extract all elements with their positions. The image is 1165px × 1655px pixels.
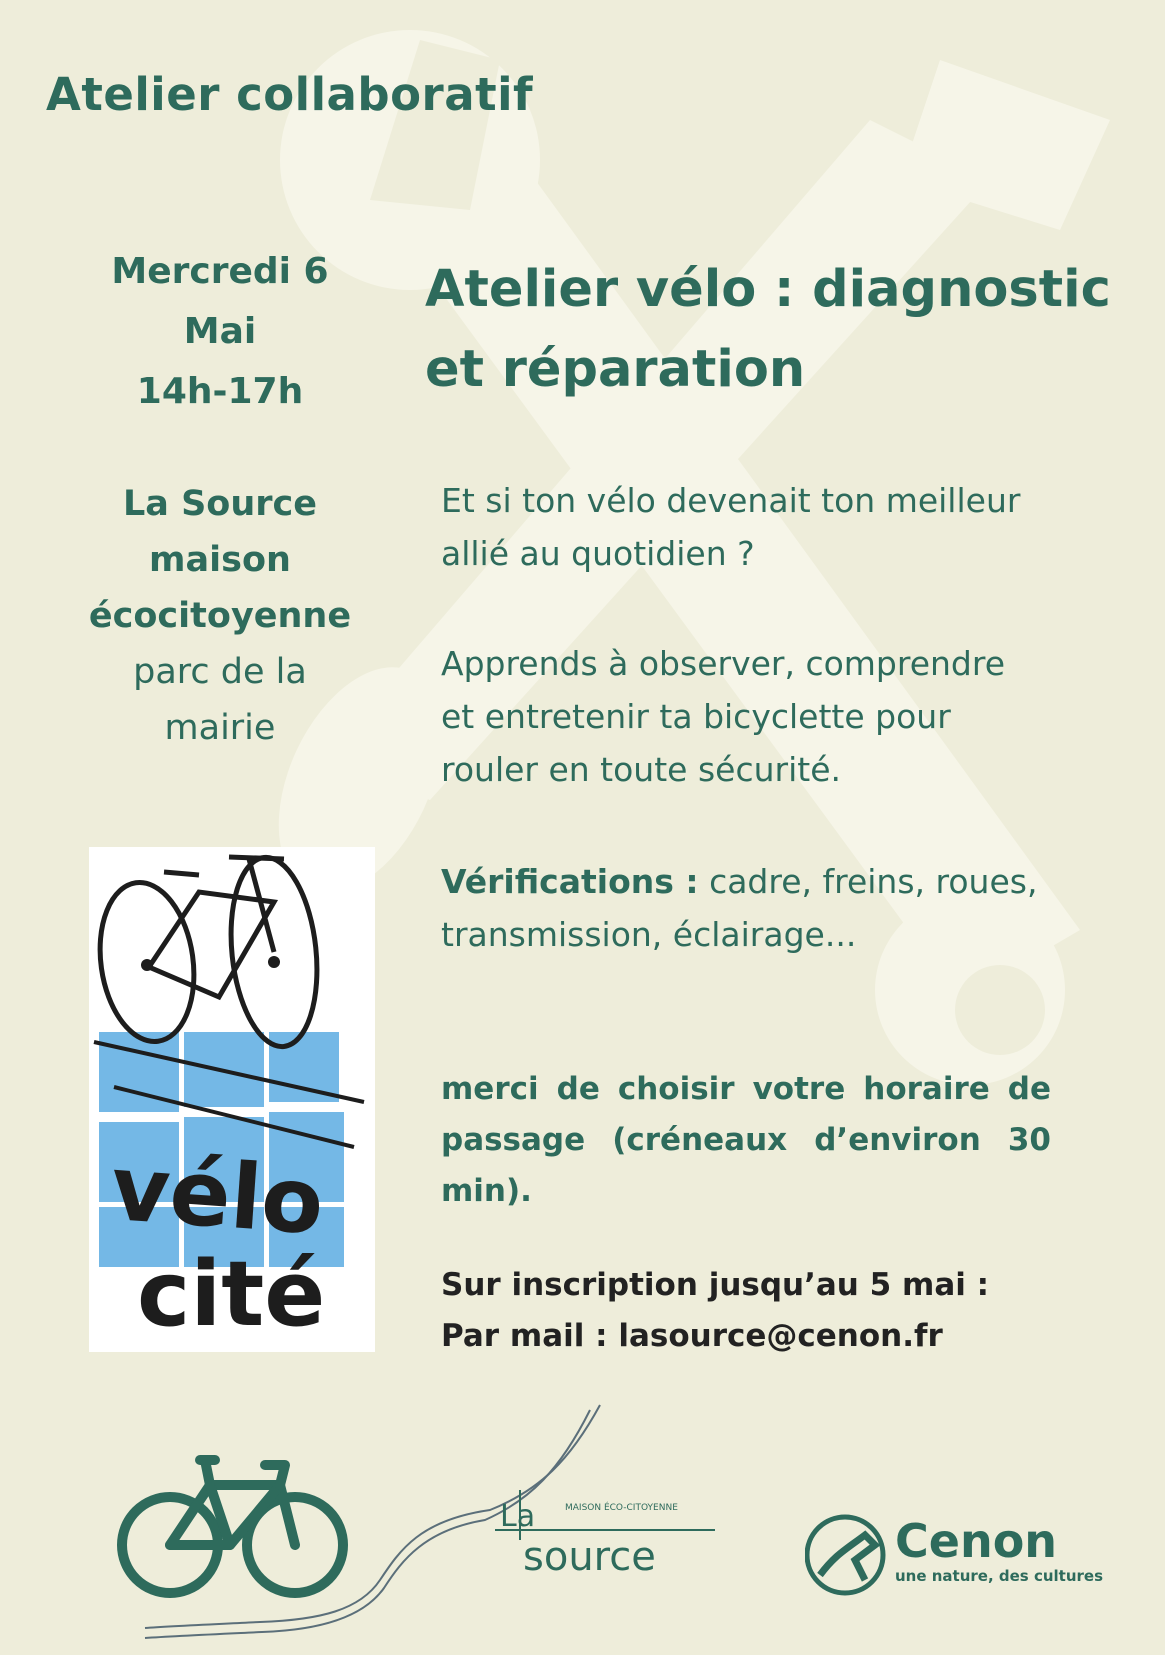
event-location (40, 476, 400, 756)
bicycle-icon (89, 847, 375, 1352)
location-park-1: parc de la (133, 652, 307, 692)
event-title (425, 250, 1111, 410)
event-title-line-2: et réparation (425, 340, 806, 399)
event-time: 14h-17h (136, 371, 304, 412)
header-title: Atelier collaboratif (46, 68, 534, 121)
checks-items-2: transmission, éclairage... (441, 915, 857, 954)
learn-line-1: Apprends à observer, comprendre (441, 644, 1006, 683)
deer-icon (820, 1535, 875, 1580)
slot-line-2: passage (créneaux d’environ 30 (441, 1122, 1051, 1158)
la-source-word: source (523, 1534, 656, 1580)
intro-line-2: allié au quotidien ? (441, 534, 755, 573)
slot-line-3: min). (441, 1173, 532, 1209)
checks-items-1: cadre, freins, roues, (698, 862, 1038, 901)
event-day: Mercredi 6 (111, 251, 329, 292)
la-source-tagline: MAISON ÉCO-CITOYENNE (565, 1503, 678, 1513)
registration-deadline: Sur inscription jusqu’au 5 mai : (441, 1267, 990, 1303)
learn-line-3: rouler en toute sécurité. (441, 750, 841, 789)
event-month: Mai (183, 311, 257, 352)
learn-line-2: et entretenir ta bicyclette pour (441, 697, 951, 736)
slot-notice (441, 1064, 1051, 1217)
event-title-line-1: Atelier vélo : diagnostic (425, 260, 1111, 319)
velocite-word-2: cité (137, 1242, 326, 1347)
learn-paragraph (441, 637, 1005, 796)
velocite-word-1: vélo (107, 1135, 327, 1256)
location-type-2: écocitoyenne (88, 596, 352, 636)
la-source-la: La (500, 1499, 536, 1534)
location-park-2: mairie (164, 708, 276, 748)
la-source-logo (495, 1490, 735, 1590)
intro-line-1: Et si ton vélo devenait ton meilleur (441, 481, 1021, 520)
location-type-1: maison (149, 540, 291, 580)
cenon-name: Cenon (895, 1514, 1058, 1568)
registration-email[interactable]: Par mail : lasource@cenon.fr (441, 1318, 943, 1354)
checks-paragraph (441, 855, 1037, 961)
velocite-logo (89, 847, 375, 1352)
cenon-logo (805, 1505, 1105, 1605)
intro-paragraph (441, 474, 1020, 580)
cenon-tagline: une nature, des cultures (895, 1567, 1104, 1585)
slot-line-1: merci de choisir votre horaire de (441, 1071, 1051, 1107)
event-date (40, 242, 400, 422)
registration-info (441, 1260, 989, 1362)
location-name: La Source (122, 484, 318, 524)
checks-label: Vérifications : (441, 862, 699, 901)
